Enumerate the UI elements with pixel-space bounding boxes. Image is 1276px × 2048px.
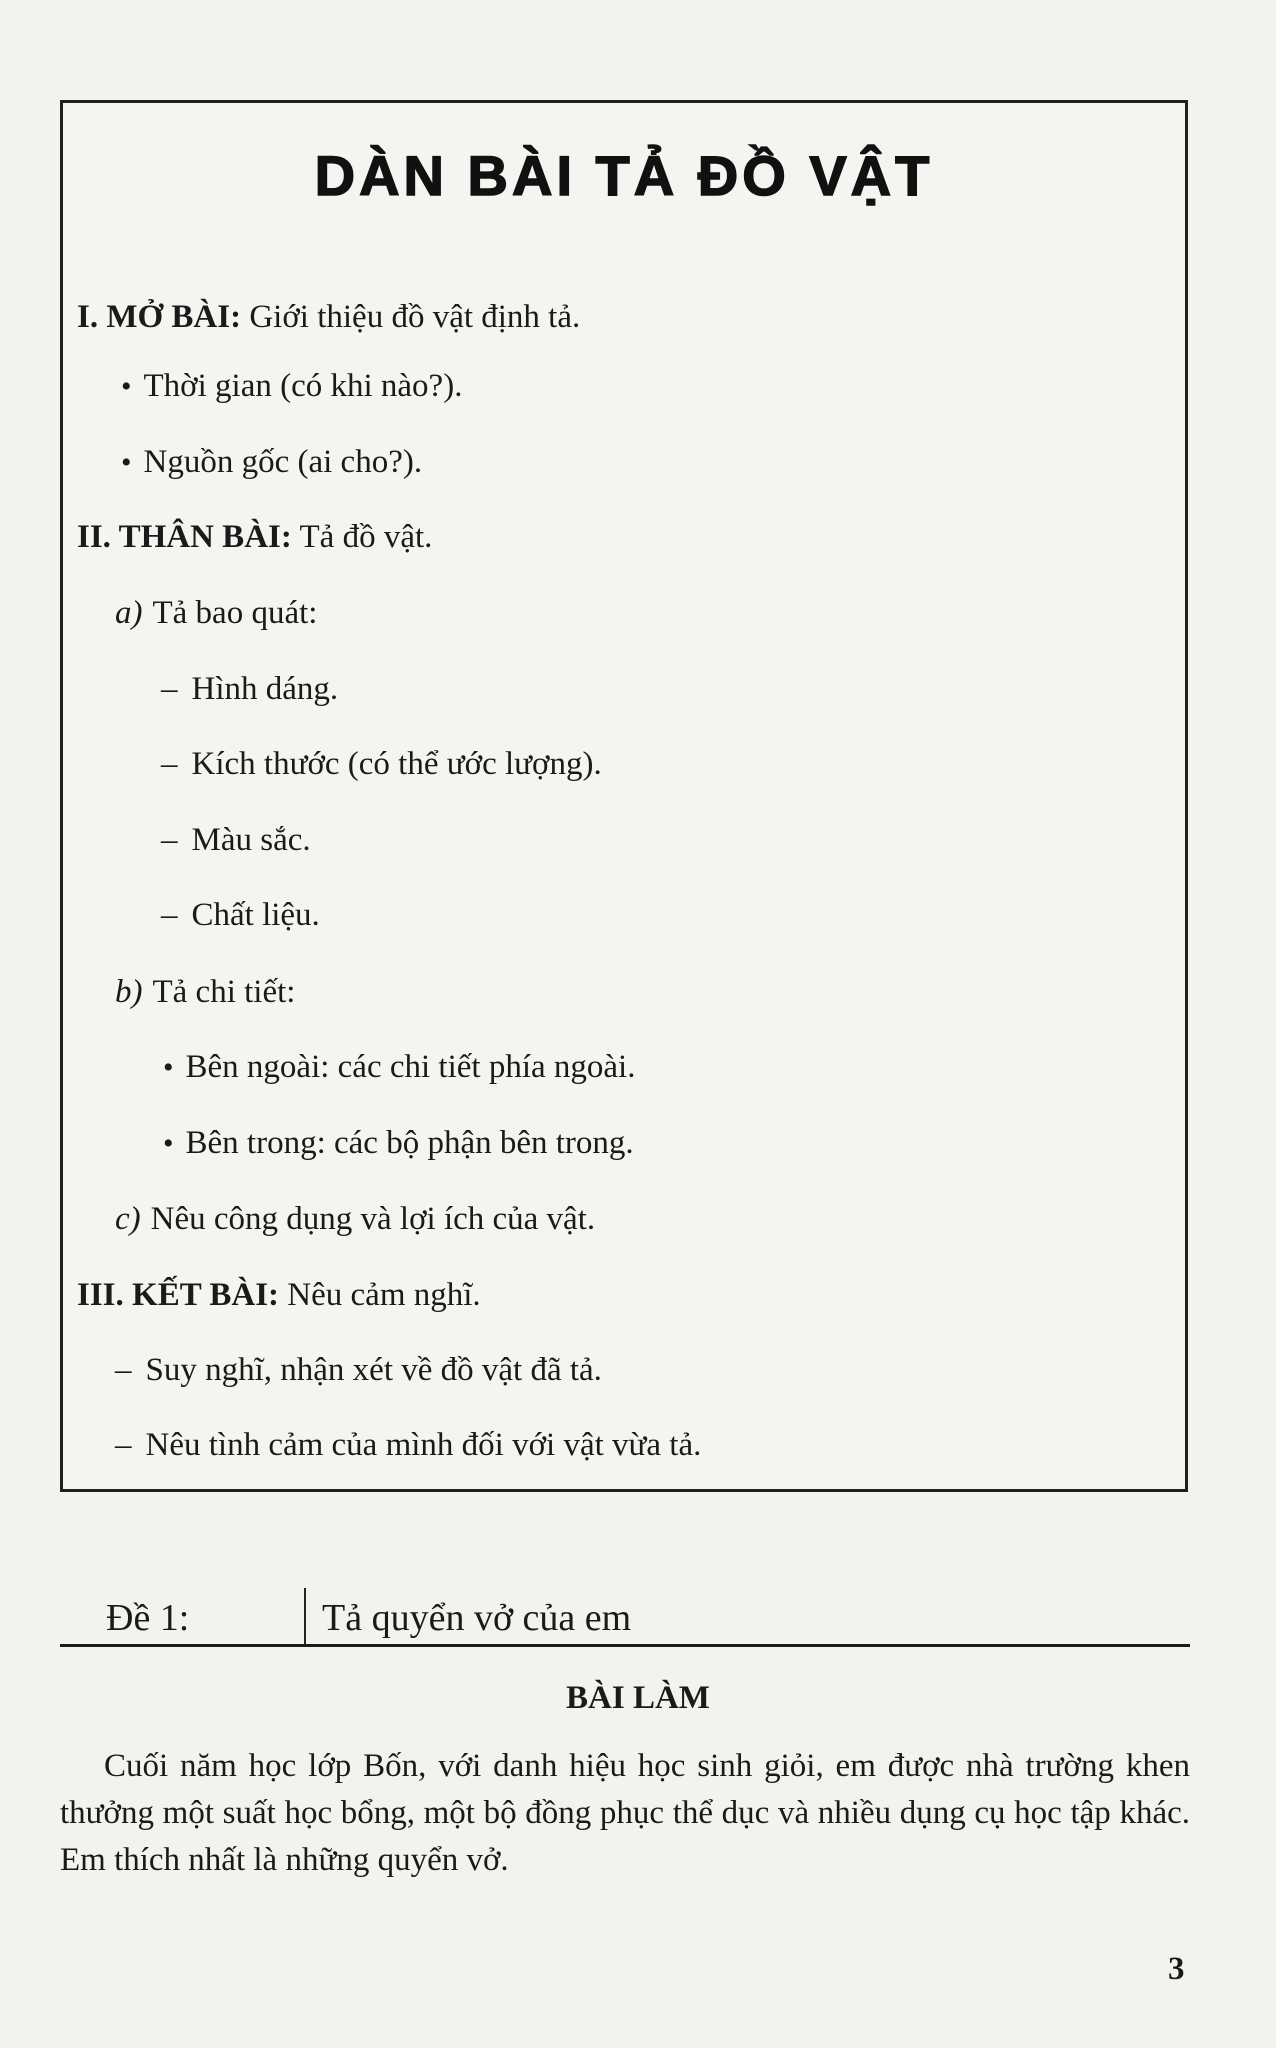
- mo-bai-text: Giới thiệu đồ vật định tả.: [241, 299, 581, 335]
- sub-b-text: Tả chi tiết:: [152, 974, 296, 1010]
- sub-b-item: • Bên ngoài: các chi tiết phía ngoài.: [163, 1047, 635, 1088]
- sub-c-line: [115, 1199, 595, 1239]
- answer-paragraph: Cuối năm học lớp Bốn, với danh hiệu học sinh giỏi, em được nhà trường khen thưởng một suất học bổng, một bộ đồng phục thể dục và nhiều dụng cụ học tập khác. Em thích nhất là những quyển vở.: [60, 1748, 1190, 1878]
- ket-bai-item: – Nêu tình cảm của mình đối với vật vừa tả.: [115, 1425, 701, 1465]
- than-bai-text: Tả đồ vật.: [291, 519, 433, 555]
- sub-b-line: [115, 972, 295, 1012]
- sub-a-item: – Chất liệu.: [161, 895, 320, 935]
- mo-bai-line: [77, 297, 580, 337]
- mo-bai-item: • Thời gian (có khi nào?).: [121, 366, 462, 407]
- exercise-header: [60, 1588, 1190, 1648]
- ket-bai-line: [77, 1275, 481, 1315]
- outline-title: DÀN BÀI TẢ ĐỒ VẬT: [314, 144, 934, 207]
- ket-bai-item: – Suy nghĩ, nhận xét về đồ vật đã tả.: [115, 1350, 602, 1390]
- exercise-title: Tả quyển vở của em: [322, 1597, 632, 1639]
- ket-bai-text: Nêu cảm nghĩ.: [279, 1277, 481, 1313]
- sub-a-item: – Hình dáng.: [161, 669, 338, 709]
- sub-a-line: [115, 593, 317, 633]
- page-number: 3: [1168, 1951, 1185, 1987]
- than-bai-heading: II. THÂN BÀI:: [77, 519, 292, 555]
- mo-bai-item: • Nguồn gốc (ai cho?).: [121, 442, 422, 483]
- sub-a-mark: a): [115, 595, 143, 631]
- exercise-divider: [304, 1588, 306, 1644]
- than-bai-line: [77, 517, 432, 557]
- answer-heading: BÀI LÀM: [566, 1680, 710, 1716]
- exercise-label: Đề 1:: [106, 1597, 190, 1639]
- outline-box: [60, 100, 1188, 1492]
- sub-c-text: Nêu công dụng và lợi ích của vật.: [150, 1201, 596, 1237]
- exercise-rule: [60, 1644, 1190, 1647]
- sub-a-text: Tả bao quát:: [152, 595, 318, 631]
- sub-a-item: – Kích thước (có thể ước lượng).: [161, 744, 602, 784]
- ket-bai-heading: III. KẾT BÀI:: [77, 1277, 280, 1313]
- sub-b-item: • Bên trong: các bộ phận bên trong.: [163, 1123, 634, 1164]
- sub-c-mark: c): [115, 1201, 141, 1237]
- sub-b-mark: b): [115, 974, 143, 1010]
- sub-a-item: – Màu sắc.: [161, 820, 311, 860]
- mo-bai-heading: I. MỞ BÀI:: [77, 299, 242, 335]
